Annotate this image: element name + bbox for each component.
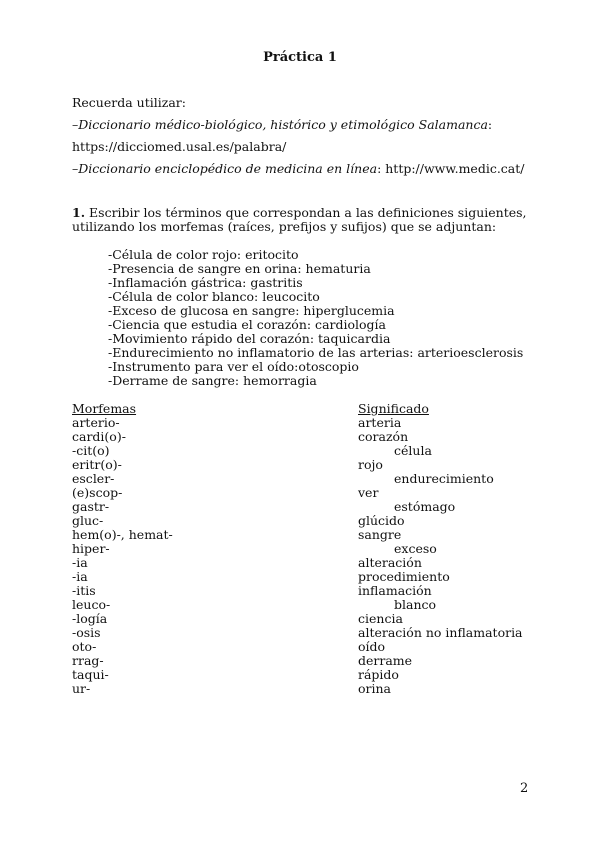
definition-item: -Célula de color blanco: leucocito bbox=[108, 289, 320, 304]
morfemas-header: Morfemas bbox=[72, 401, 137, 416]
definition-item: -Exceso de glucosa en sangre: hiperglucemia bbox=[108, 303, 395, 318]
definition-item: -Célula de color rojo: eritocito bbox=[108, 247, 299, 262]
exercise-text: Escribir los términos que correspondan a las definiciones siguientes, utilizando los morfemas (raíces, prefijos y sufijos) que se adjuntan: bbox=[72, 205, 527, 234]
definitions-list bbox=[108, 248, 523, 388]
significado-item: sangre bbox=[358, 527, 402, 542]
morfema-item: leuco- bbox=[72, 597, 111, 612]
morfema-item: arterio- bbox=[72, 415, 120, 430]
morfema-item: gluc- bbox=[72, 513, 104, 528]
definition-item: -Inflamación gástrica: gastritis bbox=[108, 275, 303, 290]
significado-item: arteria bbox=[358, 415, 402, 430]
significado-item: estómago bbox=[394, 499, 456, 514]
morfema-item: -osis bbox=[72, 625, 101, 640]
significado-item: procedimiento bbox=[358, 569, 450, 584]
morfema-item: taqui- bbox=[72, 667, 109, 682]
dict2-sep: : bbox=[377, 161, 386, 176]
morfema-item: hem(o)-, hemat- bbox=[72, 527, 173, 542]
morfema-item: -ia bbox=[72, 555, 88, 570]
recuerda-text: Recuerda utilizar: bbox=[72, 95, 186, 110]
significado-item: alteración no inflamatoria bbox=[358, 625, 523, 640]
definition-item: -Derrame de sangre: hemorragia bbox=[108, 373, 317, 388]
definition-item: -Presencia de sangre en orina: hematuria bbox=[108, 261, 371, 276]
morfema-item: -ia bbox=[72, 569, 88, 584]
dict1-line bbox=[72, 114, 542, 136]
morfema-item: -itis bbox=[72, 583, 96, 598]
page-title: Práctica 1 bbox=[263, 50, 337, 65]
dict1-url[interactable]: https://dicciomed.usal.es/palabra/ bbox=[72, 139, 287, 154]
dict1-name: –Diccionario médico-biológico, histórico y etimológico Salamanca bbox=[72, 117, 488, 132]
exercise-number: 1. bbox=[72, 205, 86, 220]
morfema-item: oto- bbox=[72, 639, 97, 654]
dict2-line bbox=[72, 158, 542, 180]
morfema-item: escler- bbox=[72, 471, 115, 486]
significado-item: corazón bbox=[358, 429, 409, 444]
significado-header: Significado bbox=[358, 401, 429, 416]
significado-item: célula bbox=[394, 443, 432, 458]
significado-item: blanco bbox=[394, 597, 437, 612]
morfema-item: -cit(o) bbox=[72, 443, 110, 458]
significado-item: derrame bbox=[358, 653, 413, 668]
significado-item: endurecimiento bbox=[394, 471, 494, 486]
significado-item: rojo bbox=[358, 457, 383, 472]
significado-item: exceso bbox=[394, 541, 437, 556]
morfema-item: hiper- bbox=[72, 541, 110, 556]
morfema-item: gastr- bbox=[72, 499, 110, 514]
dict2-name: –Diccionario enciclopédico de medicina en línea bbox=[72, 161, 378, 176]
morfema-item: rrag- bbox=[72, 653, 104, 668]
morfema-item: ur- bbox=[72, 681, 91, 696]
definition-item: -Endurecimiento no inflamatorio de las arterias: arterioesclerosis bbox=[108, 345, 524, 360]
morfema-item: eritr(o)- bbox=[72, 457, 122, 472]
significado-item: ver bbox=[358, 485, 379, 500]
dict2-url[interactable]: http://www.medic.cat/ bbox=[385, 161, 525, 176]
significado-item: glúcido bbox=[358, 513, 405, 528]
morfemas-column bbox=[72, 402, 173, 696]
definition-item: -Ciencia que estudia el corazón: cardiología bbox=[108, 317, 386, 332]
significado-item: alteración bbox=[358, 555, 422, 570]
morfema-item: (e)scop- bbox=[72, 485, 123, 500]
significado-item: ciencia bbox=[358, 611, 403, 626]
dict1-colon: : bbox=[487, 117, 493, 132]
intro-section bbox=[72, 92, 542, 180]
definition-item: -Instrumento para ver el oído:otoscopio bbox=[108, 359, 359, 374]
significado-item: inflamación bbox=[358, 583, 432, 598]
significado-item: orina bbox=[358, 681, 392, 696]
exercise-statement bbox=[72, 206, 542, 234]
significado-item: rápido bbox=[358, 667, 399, 682]
significado-item: oído bbox=[358, 639, 386, 654]
morfema-item: -logía bbox=[72, 611, 108, 626]
definition-item: -Movimiento rápido del corazón: taquicardia bbox=[108, 331, 391, 346]
morfema-item: cardi(o)- bbox=[72, 429, 126, 444]
page-number: 2 bbox=[520, 781, 529, 796]
significado-column bbox=[358, 402, 523, 696]
